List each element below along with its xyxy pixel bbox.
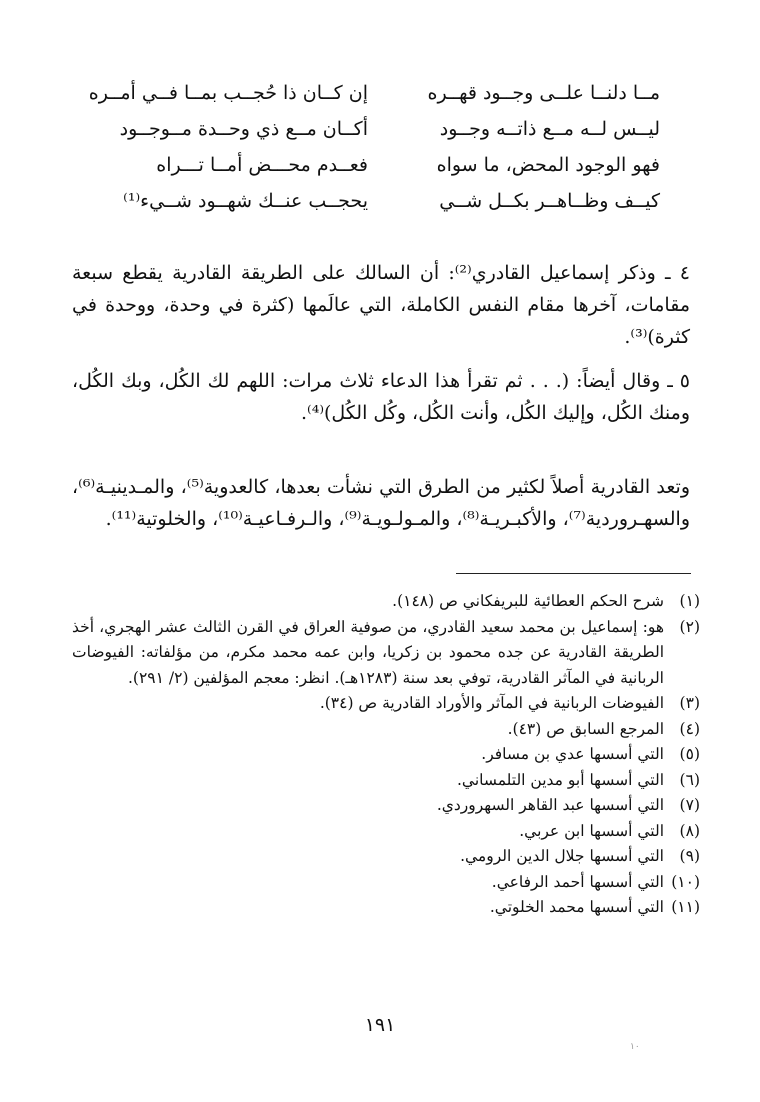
footnote (72, 870, 700, 896)
footnote-number: (١) (679, 592, 700, 610)
footnote-number: (١٠) (671, 872, 700, 891)
footnote-number: (٤) (679, 719, 700, 738)
verse-first-hemistich: فهو الوجود المحض، ما سواه (436, 154, 660, 176)
poem-verse (110, 118, 660, 154)
footnote-number: (٨) (679, 821, 700, 840)
footnote-text: التي أسسها جلال الدين الرومي. (460, 847, 664, 865)
footnote-separator (456, 573, 691, 574)
footnote-number: (١١) (671, 898, 700, 916)
footnote (72, 844, 700, 870)
poem-verse (88, 82, 660, 118)
footnotes (72, 589, 700, 921)
poem-verse (110, 154, 660, 190)
page-number: ١٩١ (364, 1014, 396, 1036)
verse-second-hemistich: يحجــب عنــك شهــود شــيء⁽¹⁾ (123, 190, 368, 212)
footnote (72, 768, 700, 794)
paragraph-item-5: ٥ ـ وقال أيضاً: (. . . ثم تقرأ هذا الدعاء ثلاث مرات: اللهم لك الكُل، وبك الكُل، ومنك الكُل، وإليك الكُل، وأنت الكُل، وكُل الكُل)⁽⁴⁾. (72, 370, 690, 424)
footnote-number: (٢) (679, 617, 700, 636)
footnote-number: (٥) (679, 745, 700, 763)
footnote-text: هو: إسماعيل بن محمد سعيد القادري، من صوفية العراق في القرن الثالث عشر الهجري، أخذ الطريقة القادرية عن جده محمود بن زكريا، وابن عمه محمد مكرم، من مؤلفاته: الفيوضات الربانية في المآثر القادرية، توفي بعد سنة (١٢٨٣هـ). انظر: معجم المؤلفين (٢/ ٢٩١). (72, 617, 664, 687)
footnote (72, 691, 700, 717)
footnote-text: التي أسسها أحمد الرفاعي. (491, 872, 664, 891)
footnote-text: التي أسسها أبو مدين التلمساني. (456, 770, 664, 789)
footnote (72, 589, 700, 615)
page-mark: ١٠ (630, 1042, 640, 1052)
footnote-number: (٧) (679, 796, 700, 814)
footnote (72, 793, 700, 819)
paragraph-derived-orders: وتعد القادرية أصلاً لكثير من الطرق التي نشأت بعدها، كالعدوية⁽⁵⁾، والمـدينيـة⁽⁶⁾، والسهـروردية⁽⁷⁾، والأكبـريـة⁽⁸⁾، والمـولـويـة⁽⁹⁾، والـرفـاعيـة⁽¹⁰⁾، والخلوتية⁽¹¹⁾. (72, 476, 690, 530)
verse-second-hemistich: إن كــان ذا حُجــب بمــا فــي أمــره (88, 82, 368, 104)
footnote-text: المرجع السابق ص (٤٣). (507, 719, 664, 738)
footnote-text: التي أسسها محمد الخلوتي. (489, 898, 664, 916)
verse-first-hemistich: ليــس لــه مــع ذاتــه وجــود (439, 118, 660, 140)
verse-second-hemistich: فعــدم محـــض أمــا تـــراه (156, 154, 368, 176)
footnote (72, 742, 700, 768)
poem (88, 82, 660, 226)
footnote (72, 717, 700, 743)
footnote-number: (٩) (679, 847, 700, 865)
footnote-text: التي أسسها عدي بن مسافر. (481, 745, 664, 763)
footnote-number: (٦) (679, 770, 700, 789)
verse-first-hemistich: مــا دلنــا علــى وجــود قهــره (427, 82, 660, 104)
footnote-text: شرح الحكم العطائية للبريفكاني ص (١٤٨). (392, 592, 664, 610)
verse-first-hemistich: كيــف وظــاهــر بكــل شــي (439, 190, 660, 212)
footnote-number: (٣) (679, 694, 700, 712)
footnote (72, 895, 700, 921)
paragraph-item-4: ٤ ـ وذكر إسماعيل القادري⁽²⁾: أن السالك على الطريقة القادرية يقطع سبعة مقامات، آخرها مقام النفس الكاملة، التي عالَمها (كثرة في وحدة، ووحدة في كثرة)⁽³⁾. (72, 262, 691, 348)
footnote (72, 615, 700, 692)
verse-second-hemistich: أكــان مــع ذي وحــدة مــوجــود (119, 118, 368, 140)
footnote (72, 819, 700, 845)
footnote-text: التي أسسها ابن عربي. (519, 821, 664, 840)
footnote-text: الفيوضات الربانية في المآثر والأوراد القادرية ص (٣٤). (319, 694, 664, 712)
poem-verse (110, 190, 660, 226)
footnote-text: التي أسسها عبد القاهر السهروردي. (436, 796, 664, 814)
